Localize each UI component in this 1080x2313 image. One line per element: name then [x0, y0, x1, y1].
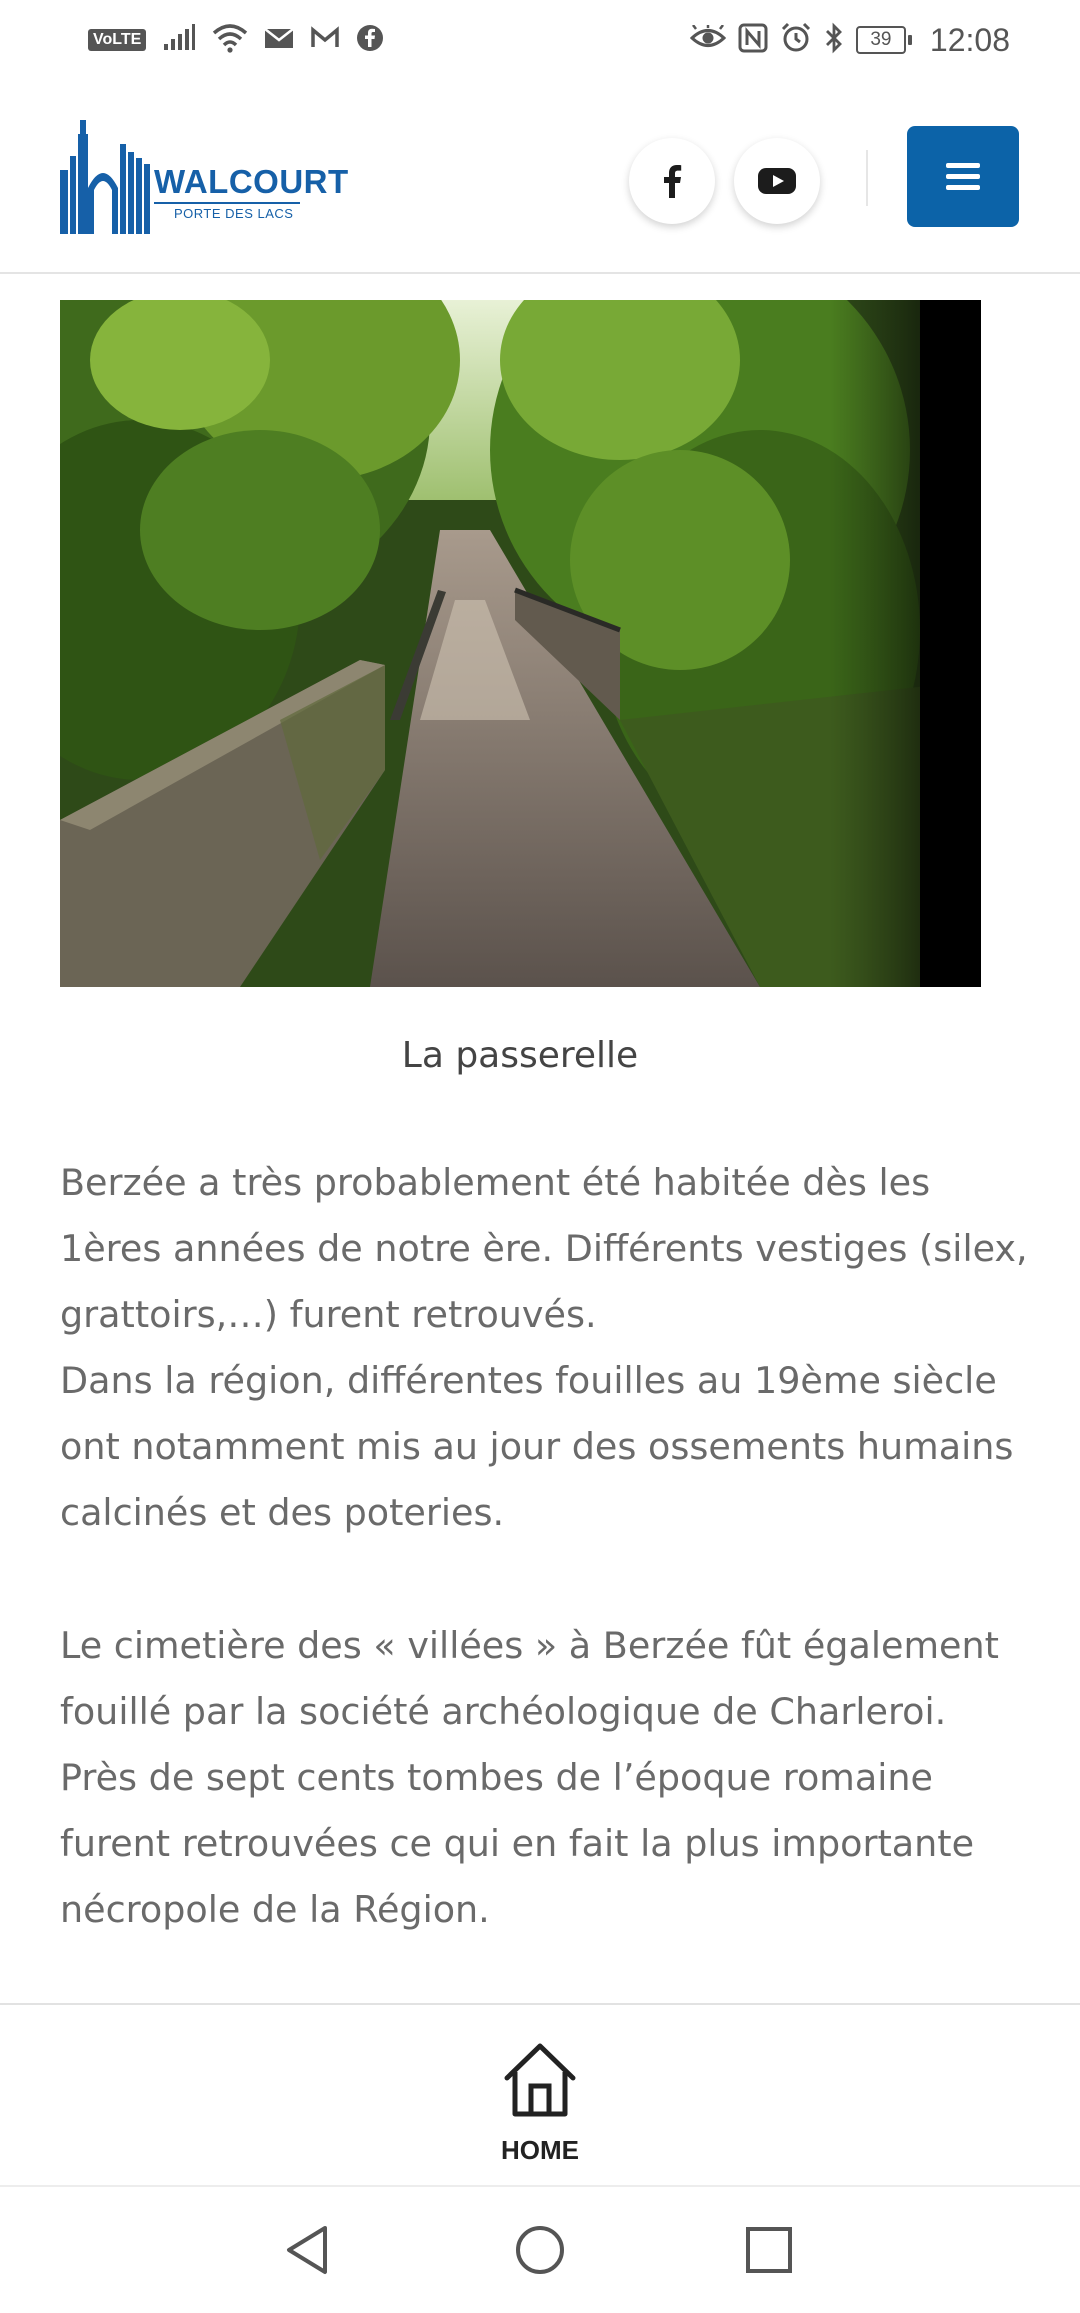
photo-caption: La passerelle [401, 1035, 639, 1076]
signal-icon [162, 24, 196, 56]
header-divider [866, 150, 868, 206]
youtube-button[interactable] [734, 138, 820, 224]
text-line: Dans la région, différentes fouilles au 19ème siècle [60, 1359, 997, 1402]
home-icon [501, 2040, 579, 2120]
footbridge-photo [60, 300, 981, 987]
home-tab[interactable] [460, 2030, 620, 2170]
home-circle-icon[interactable] [514, 2224, 566, 2276]
logo-emblem-icon [58, 118, 154, 236]
text-line: 1ères années de notre ère. Différents vestiges (silex, [60, 1227, 1028, 1270]
youtube-icon [757, 166, 797, 196]
walcourt-logo[interactable] [58, 118, 349, 236]
paragraph-cemetery [60, 1613, 1030, 1943]
paragraph-history [60, 1150, 1030, 1546]
gmail-icon [310, 26, 340, 54]
nfc-icon [738, 23, 768, 57]
facebook-icon [662, 164, 682, 198]
text-line: grattoirs,…) furent retrouvés. [60, 1293, 597, 1336]
back-icon[interactable] [283, 2224, 331, 2276]
facebook-icon [356, 24, 384, 56]
logo-title: WALCOURT [154, 163, 349, 200]
text-line: calcinés et des poteries. [60, 1491, 505, 1534]
system-navigation-bar [0, 2185, 1080, 2313]
logo-underline [154, 202, 300, 204]
volte-badge: VoLTE [88, 29, 146, 51]
hamburger-menu-icon [946, 157, 980, 196]
alarm-icon [780, 22, 812, 58]
eye-icon [690, 25, 726, 55]
menu-button[interactable] [907, 126, 1019, 227]
facebook-button[interactable] [629, 138, 715, 224]
text-line: fouillé par la société archéologique de Charleroi. [60, 1690, 947, 1733]
recents-icon[interactable] [745, 2226, 793, 2274]
battery-icon [856, 26, 912, 54]
logo-subtitle: PORTE DES LACS [174, 206, 294, 221]
wifi-icon [212, 23, 248, 57]
text-line: Berzée a très probablement été habitée dès les [60, 1161, 931, 1204]
bluetooth-icon [824, 22, 844, 58]
battery-level: 39 [856, 26, 906, 54]
bottom-nav-divider [0, 2003, 1080, 2005]
status-bar [0, 0, 1080, 80]
text-line: Près de sept cents tombes de l’époque romaine [60, 1756, 933, 1799]
home-label: HOME [501, 2135, 579, 2165]
text-line: Le cimetière des « villées » à Berzée fût également [60, 1624, 999, 1667]
mail-icon [264, 26, 294, 54]
text-line: furent retrouvées ce qui en fait la plus importante [60, 1822, 975, 1865]
clock: 12:08 [929, 21, 1010, 58]
text-line: ont notamment mis au jour des ossements humains [60, 1425, 1014, 1468]
text-line: nécropole de la Région. [60, 1888, 490, 1931]
